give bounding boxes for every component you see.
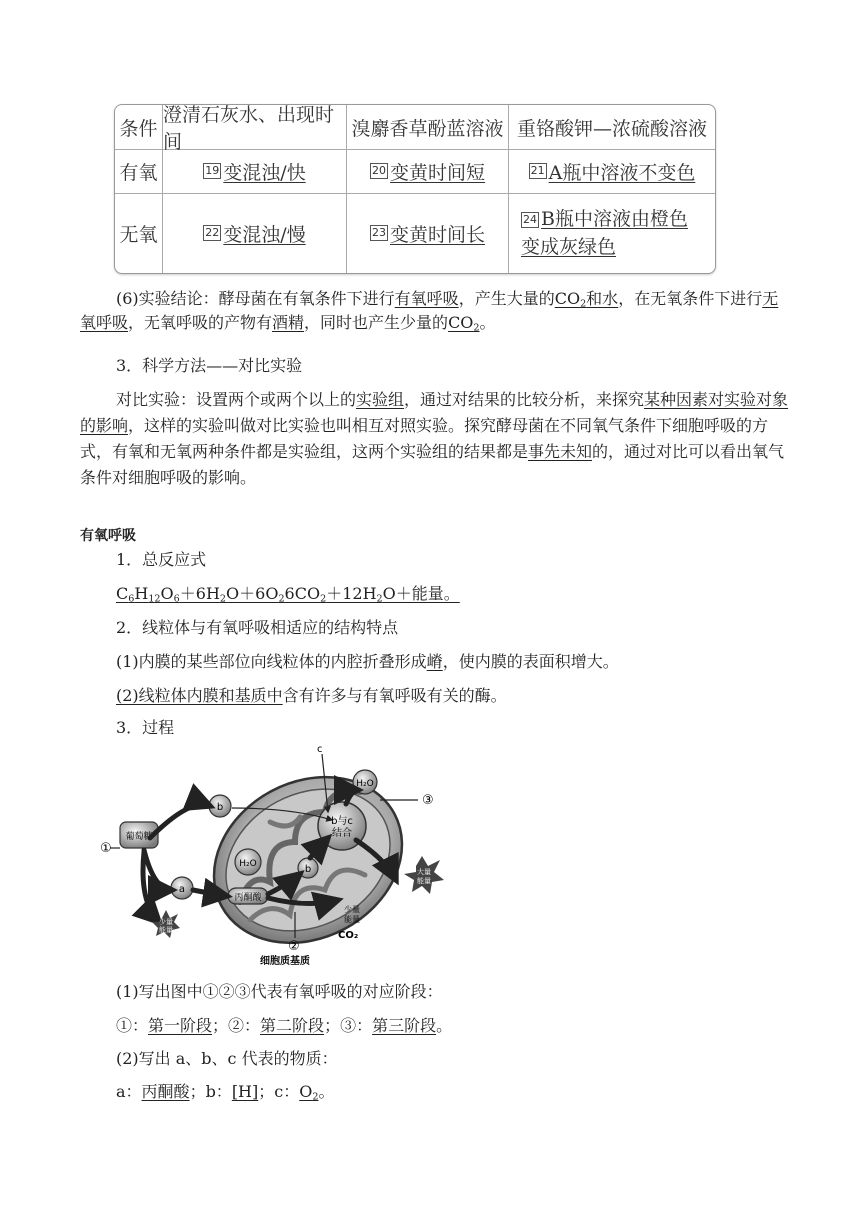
stage-3-label: ③ <box>422 793 434 808</box>
table-cell <box>509 149 715 193</box>
water-node <box>235 849 261 875</box>
answer-1 <box>116 1014 452 1038</box>
combine-label-2: 结合 <box>332 828 352 839</box>
text: 。 <box>479 313 496 332</box>
table-cell <box>347 193 509 273</box>
table-header-cell: 重铬酸钾—浓硫酸溶液 <box>516 117 707 140</box>
text: ，在无氧条件下进行 <box>618 289 763 308</box>
stage-1-label: ① <box>100 841 112 856</box>
subscript: 2 <box>473 322 480 334</box>
text: ，无氧呼吸的产物有 <box>128 313 273 332</box>
c-label: c <box>317 744 323 755</box>
text: a： <box>116 1082 142 1101</box>
text: (1)内膜的某些部位向线粒体的内腔折叠形成 <box>116 652 427 671</box>
answer-text: 第二阶段 <box>260 1016 325 1035</box>
contrast-paragraph <box>80 387 790 491</box>
subscript: 12 <box>148 593 161 605</box>
table-row <box>115 149 715 194</box>
answer-text: 丙酮酸 <box>141 1082 190 1101</box>
text: 。 <box>318 1082 335 1101</box>
text: O＋能量 <box>382 584 444 603</box>
answer-text: A瓶中溶液不变色 <box>548 161 696 184</box>
item-title: 3．过程 <box>116 718 175 737</box>
answer-text: 变混浊/快 <box>223 161 306 184</box>
item-title: 2．线粒体与有氧呼吸相适应的结构特点 <box>116 618 399 637</box>
text: ，同时也产生少量的 <box>304 313 449 332</box>
text: CO <box>448 313 474 332</box>
answer-number: 21 <box>530 164 545 177</box>
table-cell <box>509 193 715 273</box>
subscript: 2 <box>278 593 285 605</box>
reaction-formula <box>116 582 460 606</box>
subscript: 6 <box>173 593 180 605</box>
answer-number: 23 <box>371 226 386 239</box>
large-energy-label-1: 大量 <box>417 868 431 876</box>
answer-text <box>299 1082 318 1101</box>
answer-text: 事先未知 <box>528 442 593 461</box>
water-label: H₂O <box>239 859 257 869</box>
text: O＋6O <box>226 584 279 603</box>
table-cell-condition: 有氧 <box>115 149 163 193</box>
text: ＋6H <box>179 584 220 603</box>
small-energy-left-label-1: 少量 <box>159 918 173 926</box>
text: ；b： <box>189 1082 232 1101</box>
text: ①： <box>116 1016 149 1035</box>
table-row <box>115 193 715 273</box>
answer-text: 有氧呼吸 <box>394 289 459 308</box>
text: O <box>299 1082 313 1101</box>
glucose-label: 葡萄糖 <box>125 832 153 842</box>
answer-text <box>448 313 479 332</box>
answer-text: 某种因素对实验对象的影响 <box>80 390 789 435</box>
answer-2 <box>116 1080 334 1104</box>
mitochondria-diagram <box>100 742 460 968</box>
question-2: (2)写出 a、b、c 代表的物质： <box>116 1049 338 1068</box>
answer-number: 19 <box>205 164 220 177</box>
answer-number: 20 <box>371 164 386 177</box>
co2-label: CO₂ <box>338 930 359 941</box>
small-energy-left-label-2: 能量 <box>159 926 173 934</box>
text: ，通过对结果的比较分析，来探究 <box>404 390 645 409</box>
aerobic-heading: 有氧呼吸 <box>80 528 136 544</box>
text: ；③： <box>324 1016 373 1035</box>
answer-text: 酒精 <box>272 313 305 332</box>
answer-text: 嵴 <box>426 652 443 671</box>
text: ；c： <box>258 1082 300 1101</box>
answer-number: 24 <box>523 213 537 226</box>
text: 和水 <box>586 289 619 308</box>
text: 含有许多与有氧呼吸有关的酶。 <box>282 686 507 705</box>
text: 6CO <box>284 584 321 603</box>
answer-text: 变混浊/慢 <box>223 223 306 246</box>
table-header-row <box>115 104 715 153</box>
table-cell <box>347 149 509 193</box>
text: 的，通过对比可以看出氧气条件对细胞呼吸的影响。 <box>80 442 785 487</box>
answer-text <box>555 289 618 308</box>
combine-label-1: b与c <box>331 816 353 827</box>
answer-text: [H] <box>231 1082 259 1101</box>
small-energy-left-icon <box>152 910 180 938</box>
conclusion-paragraph <box>80 287 790 335</box>
text: ＋12H <box>326 584 377 603</box>
text: ，这样的实验叫做对比实验也叫相互对照实验。探究酵母菌在不同氧气条件下细胞呼吸的方式，有氧和无氧两种条件都是实验组，这两个实验组的结果都是 <box>80 416 769 461</box>
small-energy-right-label-2: 能量 <box>344 915 360 924</box>
text: (6)实验结论：酵母菌在有氧条件下进行 <box>116 289 395 308</box>
large-energy-icon <box>404 856 444 894</box>
cytoplasm-label: 细胞质基质 <box>260 956 310 967</box>
text: 。 <box>436 1016 453 1035</box>
small-energy-right-label-1: 少量 <box>344 905 360 914</box>
b-outer-label: b <box>216 802 224 813</box>
answer-text: (2)线粒体内膜和基质中 <box>116 686 283 705</box>
item-title: 1．总反应式 <box>116 550 207 569</box>
large-energy-label-2: 能量 <box>417 877 431 885</box>
item-text <box>116 684 507 708</box>
answer-text: 变黄时间短 <box>389 161 485 184</box>
answer-text: 实验组 <box>356 390 405 409</box>
table-header-cell: 溴麝香草酚蓝溶液 <box>347 105 509 149</box>
answer-text: 第三阶段 <box>372 1016 437 1035</box>
pyruvate-label: 丙酮酸 <box>234 893 262 903</box>
b-inner-label: b <box>304 864 312 875</box>
subscript: 2 <box>320 593 327 605</box>
text: H <box>134 584 149 603</box>
table-header-cell: 条件 <box>115 105 163 149</box>
table-cell <box>163 193 347 273</box>
a-label: a <box>178 884 186 895</box>
subscript: 2 <box>376 593 383 605</box>
text: O <box>160 584 174 603</box>
text: CO <box>554 289 581 308</box>
subscript: 6 <box>128 593 135 605</box>
text: ；②： <box>212 1016 261 1035</box>
text: 对比实验：设置两个或两个以上的 <box>116 390 357 409</box>
answer-text: 第一阶段 <box>148 1016 213 1035</box>
a-node <box>171 877 193 899</box>
question-1: (1)写出图中①②③代表有氧呼吸的对应阶段： <box>116 982 443 1001</box>
text: ，产生大量的 <box>458 289 555 308</box>
table-cell-condition: 无氧 <box>115 193 163 273</box>
stage-2-label: ② <box>288 939 300 954</box>
subscript: 2 <box>219 593 227 605</box>
pyruvate-node <box>228 888 268 904</box>
subscript: 2 <box>312 1091 319 1103</box>
answer-text: 无氧呼吸 <box>80 289 779 332</box>
table-cell <box>163 149 347 193</box>
answer-text: B瓶中溶液由橙色 <box>541 208 688 230</box>
table-header-cell: 澄清石灰水、出现时间 <box>163 105 347 149</box>
answer-number: 22 <box>205 226 220 239</box>
text: 。 <box>443 584 460 603</box>
section-title: 3．科学方法——对比实验 <box>116 356 303 375</box>
water-top-label: H₂O <box>356 779 374 789</box>
answer-text: 变成灰绿色 <box>521 236 617 258</box>
experiment-table <box>114 104 716 274</box>
answer-text: 变黄时间长 <box>389 223 485 246</box>
subscript: 2 <box>580 298 587 310</box>
text: ，使内膜的表面积增大。 <box>442 652 619 671</box>
text: C <box>116 584 129 603</box>
item-text <box>116 650 619 674</box>
